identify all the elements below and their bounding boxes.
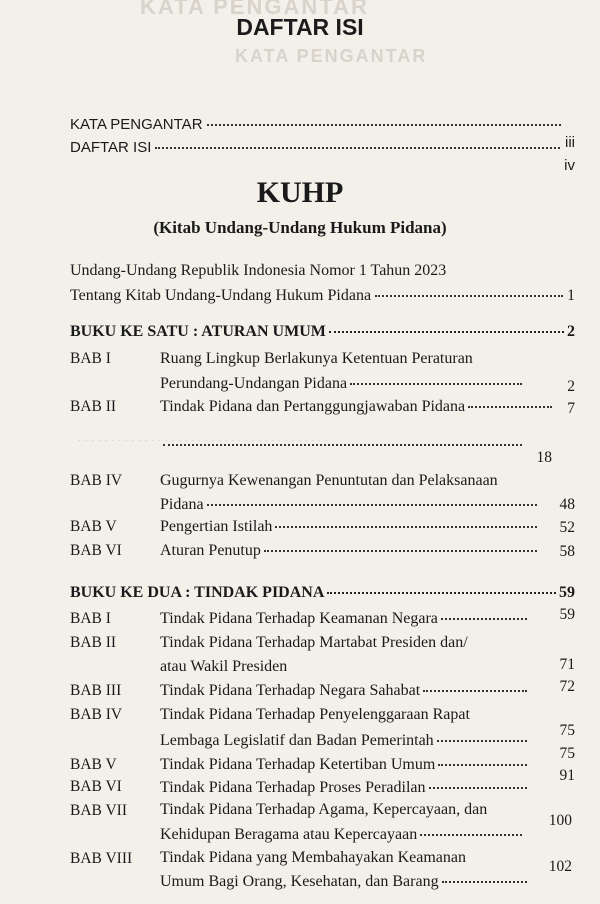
chapter-title-line1[interactable]: Tindak Pidana Terhadap Agama, Kepercayaan, dan — [160, 801, 488, 818]
bab-label: BAB IV — [70, 472, 123, 489]
toc-page-number: 59 — [559, 606, 575, 623]
toc-page-number: iv — [564, 157, 575, 174]
dot-leader — [375, 295, 563, 297]
kuhp-subtitle: (Kitab Undang-Undang Hukum Pidana) — [153, 218, 447, 237]
chapter-title-row[interactable] — [160, 398, 555, 416]
chapter-title-row[interactable] — [160, 873, 530, 891]
law-title-line2: Tentang Kitab Undang-Undang Hukum Pidana — [70, 287, 372, 304]
chapter-title-line2: Perundang-Undangan Pidana — [160, 375, 348, 392]
dot-leader — [264, 550, 537, 552]
chapter-title-row[interactable] — [160, 756, 530, 774]
dot-leader — [437, 740, 527, 742]
toc-row-law[interactable] — [70, 287, 575, 305]
chapter-title-line1: Aturan Penutup — [160, 542, 261, 559]
book2-page-number: 59 — [559, 584, 575, 601]
toc-page-number: 48 — [559, 496, 575, 513]
toc-label: KATA PENGANTAR — [70, 116, 203, 133]
dot-leader — [207, 504, 537, 506]
book1-heading: BUKU KE SATU : ATURAN UMUM — [70, 323, 326, 340]
dot-leader — [275, 526, 537, 528]
kuhp-title: KUHP — [256, 176, 344, 209]
toc-row-daftar-isi[interactable] — [70, 139, 575, 174]
dot-leader — [207, 124, 561, 126]
toc-page-number: 91 — [559, 767, 575, 784]
bab-label: BAB IV — [70, 706, 123, 723]
chapter-title-row[interactable] — [160, 682, 530, 700]
chapter-title-row[interactable] — [160, 375, 525, 393]
chapter-title-line1[interactable]: Ruang Lingkup Berlakunya Ketentuan Peraturan — [160, 350, 473, 367]
chapter-title-line2: Pidana — [160, 496, 204, 513]
chapter-title-row[interactable] — [160, 542, 540, 560]
toc-page-number: 18 — [536, 449, 552, 466]
book2-heading: BUKU KE DUA : TINDAK PIDANA — [70, 584, 325, 601]
toc-page-number: iii — [565, 134, 575, 151]
toc-label: DAFTAR ISI — [70, 139, 152, 156]
dot-leader — [350, 383, 522, 385]
chapter-title-line1: Tindak Pidana Terhadap Keamanan Negara — [160, 610, 438, 627]
toc-page-number: 2 — [567, 378, 575, 395]
bab-label: BAB V — [70, 518, 117, 535]
chapter-title-line1[interactable]: Tindak Pidana Terhadap Martabat Presiden dan/ — [160, 634, 468, 651]
chapter-title-line2: Umum Bagi Orang, Kesehatan, dan Barang — [160, 873, 439, 890]
bab-label: BAB III — [70, 682, 122, 699]
dot-leader — [163, 444, 522, 446]
toc-page-number: 102 — [548, 858, 572, 875]
bab-label: BAB VI — [70, 778, 122, 795]
bab-label: BAB V — [70, 756, 117, 773]
bab-label: BAB II — [70, 398, 117, 415]
toc-page-number: 75 — [559, 722, 575, 739]
toc-page-number: 58 — [559, 543, 575, 560]
dot-leader — [329, 331, 564, 333]
chapter-title-line1: Tindak Pidana Terhadap Proses Peradilan — [160, 779, 426, 796]
bab-label: BAB VII — [70, 802, 127, 819]
chapter-title-row[interactable] — [160, 826, 525, 844]
bleed-through-text: KATA PENGANTAR — [235, 46, 428, 66]
bab-label: BAB VI — [70, 542, 122, 559]
chapter-title-line1: Tindak Pidana Terhadap Ketertiban Umum — [160, 756, 436, 773]
toc-page-number: 7 — [567, 400, 575, 417]
chapter-title-line2[interactable]: atau Wakil Presiden — [160, 658, 288, 675]
toc-page-number: 52 — [559, 519, 575, 536]
chapter-title-line1: Tindak Pidana dan Pertanggungjawaban Pidana — [160, 398, 466, 415]
dot-leader — [438, 764, 527, 766]
chapter-title-line2: Kehidupan Beragama atau Kepercayaan — [160, 826, 418, 843]
chapter-title-row[interactable] — [160, 732, 530, 750]
dot-leader — [423, 690, 527, 692]
toc-page-number: 71 — [559, 656, 575, 673]
dot-leader — [155, 147, 560, 149]
dot-leader — [441, 618, 527, 620]
dot-leader — [429, 787, 527, 789]
chapter-title-line1[interactable]: Tindak Pidana yang Membahayakan Keamanan — [160, 849, 466, 866]
chapter-title-row[interactable] — [160, 610, 530, 628]
dot-leader — [420, 834, 522, 836]
bab-label: BAB II — [70, 634, 117, 651]
chapter-title-line2: Lembaga Legislatif dan Badan Pemerintah — [160, 732, 434, 749]
toc-page-number: 1 — [567, 287, 575, 304]
dot-leader — [442, 881, 527, 883]
chapter-title-line1[interactable]: Gugurnya Kewenangan Penuntutan dan Pelaksanaan — [160, 472, 498, 489]
bab-label: BAB VIII — [70, 850, 133, 867]
chapter-title-line1: Tindak Pidana Terhadap Negara Sahabat — [160, 682, 421, 699]
chapter-title-line1: Pengertian Istilah — [160, 518, 273, 535]
toc-page-number: 72 — [559, 678, 575, 695]
chapter-title-row-blank[interactable] — [160, 447, 525, 449]
bab-label: BAB I — [70, 610, 111, 627]
chapter-title-row[interactable] — [160, 518, 540, 536]
book2-heading-row[interactable] — [70, 584, 575, 602]
toc-page-number: 100 — [548, 812, 572, 829]
toc-page-number: 75 — [559, 745, 575, 762]
chapter-title-row[interactable] — [160, 779, 530, 797]
chapter-title-row[interactable] — [160, 496, 540, 514]
bleed-through-line: . . . . . . . . . . . . . . . . . . . . . . . . . . . . . . . . . . . . . . — [78, 430, 329, 444]
chapter-title-line1[interactable]: Tindak Pidana Terhadap Penyelenggaraan Rapat — [160, 706, 470, 723]
book1-page-number: 2 — [567, 323, 575, 340]
bab-label: BAB I — [70, 350, 111, 367]
bleed-through-text: KATA PENGANTAR — [140, 0, 369, 19]
page-title: DAFTAR ISI — [236, 14, 364, 40]
law-title-line1: Undang-Undang Republik Indonesia Nomor 1 Tahun 2023 — [70, 262, 447, 279]
book1-heading-row[interactable] — [70, 323, 575, 341]
dot-leader — [327, 592, 556, 594]
